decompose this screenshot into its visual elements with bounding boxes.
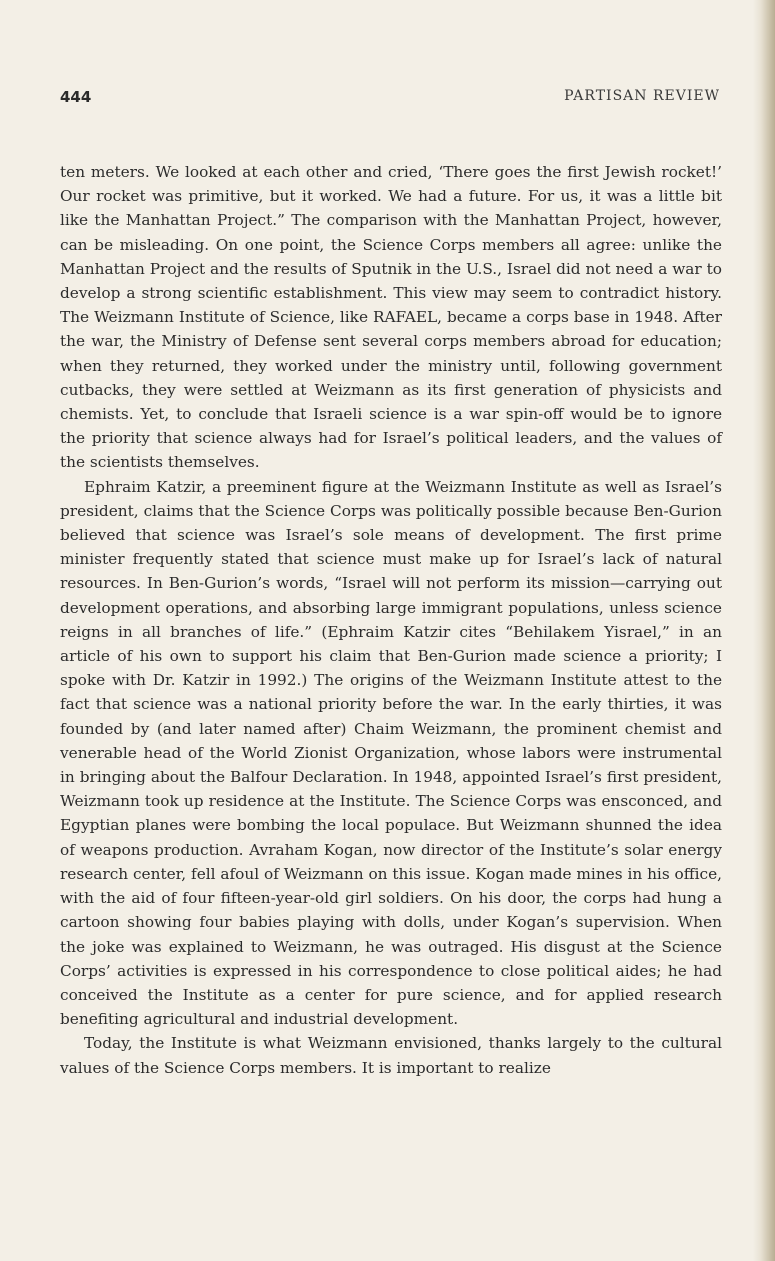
paragraph-continued: ten meters. We looked at each other and cried, ‘There goes the first Jewish rocket!’ Our rocket was primitive, but it worked. We had a future. For us, it was a little bit like the Manhattan Project.” The comparison with the Manhattan Project, however, can be misleading. On one point, the Science Corps members all agree: unlike the Manhattan Project and the results of Sputnik in the U.S., Israel did not need a war to develop a strong scientific establishment. This view may seem to contradict history. The Weizmann Institute of Science, like RAFAEL, became a corps base in 1948. After the war, the Ministry of Defense sent several corps members abroad for education; when they returned, they worked under the ministry until, following government cutbacks, they were settled at Weizmann as its first generation of physicists and chemists. Yet, to conclude that Israeli science is a war spin-off would be to ignore the priority that science always had for Israel’s political leaders, and the values of the scientists themselves. <box>60 163 722 472</box>
running-head: PARTISAN REVIEW <box>564 88 720 104</box>
page-number: 444 <box>60 88 92 106</box>
paragraph-today: Today, the Institute is what Weizmann envisioned, thanks largely to the cultural values of the Science Corps members. It is important to realize <box>60 1034 722 1077</box>
page-header <box>60 88 720 112</box>
page-edge-shadow <box>753 0 775 1261</box>
paragraph-katzir: Ephraim Katzir, a preeminent figure at the Weizmann Institute as well as Israel’s president, claims that the Science Corps was politically possible because Ben-Gurion believed that science was Israel’s sole means of development. The first prime minister frequently stated that science must make up for Israel’s lack of natural resources. In Ben-Gurion’s words, “Israel will not perform its mission—carrying out development operations, and absorbing large immigrant populations, unless science reigns in all branches of life.” (Ephraim Katzir cites “Behilakem Yisrael,” in an article of his own to support his claim that Ben-Gurion made science a priority; I spoke with Dr. Katzir in 1992.) The origins of the Weizmann Institute attest to the fact that science was a national priority before the war. In the early thirties, it was founded by (and later named after) Chaim Weizmann, the prominent chemist and venerable head of the World Zionist Organization, whose labors were instrumental in bringing about the Balfour Declaration. In 1948, appointed Israel’s first president, Weizmann took up residence at the Institute. The Science Corps was ensconced, and Egyptian planes were bombing the local populace. But Weizmann shunned the idea of weapons production. Avraham Kogan, now director of the Institute’s solar energy research center, fell afoul of Weizmann on this issue. Kogan made mines in his office, with the aid of four fifteen-year-old girl soldiers. On his door, the corps had hung a cartoon showing four babies playing with dolls, under Kogan’s supervision. When the joke was explained to Weizmann, he was outraged. His disgust at the Science Corps’ activities is expressed in his correspondence to close political aides; he had conceived the Institute as a center for pure science, and for applied research benefiting agricultural and industrial development. <box>60 477 722 1029</box>
body-text <box>60 160 722 1080</box>
